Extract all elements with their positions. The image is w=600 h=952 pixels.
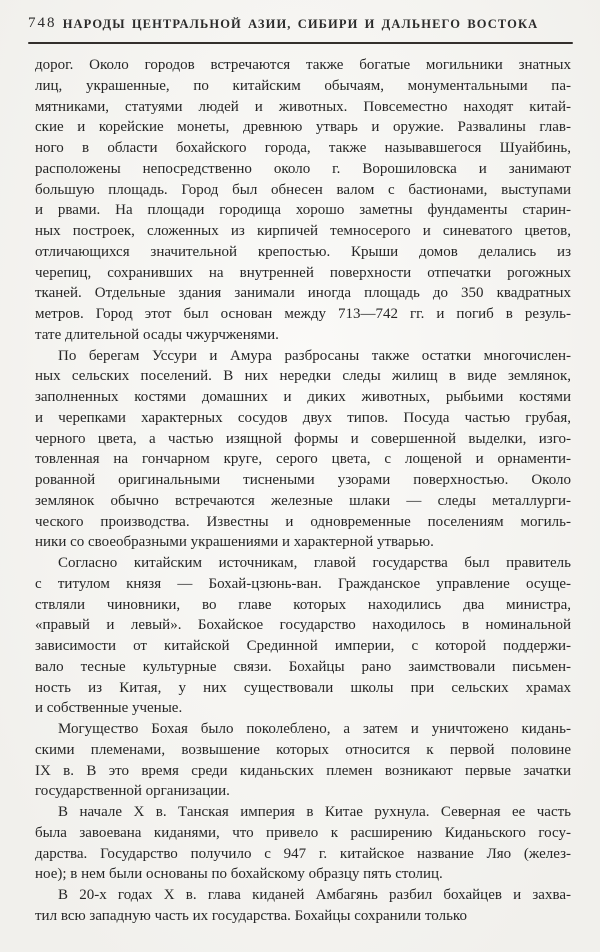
- text-line: Могущество Бохая было поколеблено, а затем и уничтожено кидань-: [58, 721, 571, 737]
- header-rule: [28, 42, 573, 44]
- text-line: с титулом князя — Бохай-цзюнь-ван. Гражданское управление осуще-: [35, 575, 571, 592]
- text-line: была завоевана киданями, что привело к расширению Киданьского госу-: [35, 824, 571, 841]
- text-line: товленная на гончарном круге, серого цвета, с лощеной и орнаменти-: [35, 451, 571, 468]
- text-line: тканей. Отдельные здания занимали иногда площадь до 350 квадратных: [35, 285, 571, 302]
- text-line: ное); в нем были основаны по бохайскому образцу пять столиц.: [35, 866, 443, 883]
- text-line: «правый и левый». Бохайское государство находилось в номинальной: [35, 617, 571, 634]
- text-line: По берегам Уссури и Амура разбросаны также остатки многочислен-: [58, 347, 571, 364]
- text-line: большую площадь. Город был обнесен валом с бастионами, выступами: [35, 181, 571, 198]
- text-line: рованной оригинальными тиснеными узорами поверхностью. Около: [35, 472, 571, 488]
- text-line: ские и корейские монеты, древнюю утварь и оружие. Развалины глав-: [35, 119, 571, 136]
- text-line: ных построек, сложенных из кирпичей темносерого и синеватого цветов,: [35, 223, 571, 239]
- text-line: и собственные ученые.: [35, 700, 183, 717]
- body-text: [35, 55, 571, 927]
- text-line: ных сельских поселений. В них нередки следы жилищ в виде землянок,: [35, 368, 571, 385]
- text-line: ствляли чиновники, во главе которых находились два министра,: [35, 596, 571, 613]
- paragraph: [35, 346, 571, 554]
- text-line: В 20-х годах X в. глава киданей Амбагянь разбил бохайцев и захва-: [58, 887, 571, 903]
- text-line: метров. Город этот был основан между 713—742 гг. и погиб в резуль-: [35, 306, 571, 322]
- text-line: мятниками, статуями людей и животных. Повсеместно находят китай-: [35, 98, 571, 115]
- text-line: дорог. Около городов встречаются также богатые могильники знатных: [35, 57, 571, 73]
- text-line: скими племенами, возвышение которых относится к первой половине: [35, 741, 571, 758]
- text-line: черного цвета, а частью изящной формы и совершенной выделки, изго-: [35, 430, 571, 447]
- text-line: дарства. Государство получило с 947 г. китайское название Ляо (желез-: [35, 845, 571, 862]
- text-line: лиц, украшенные, по китайским обычаям, монументальными па-: [35, 77, 571, 94]
- running-title: НАРОДЫ ЦЕНТРАЛЬНОЙ АЗИИ, СИБИРИ И ДАЛЬНЕГО ВОСТОКА: [62, 17, 539, 31]
- text-line: В начале X в. Танская империя в Китае рухнула. Северная ее часть: [58, 804, 571, 820]
- text-line: заполненных костями домашних и диких животных, рыбьими костями: [35, 389, 571, 405]
- text-line: черепиц, сохранивших на внутренней поверхности отпечатки рогожных: [35, 264, 571, 281]
- page-header: [28, 14, 573, 36]
- page-number: 748: [28, 15, 57, 31]
- text-line: ность из Китая, у них существовали школы при сельских храмах: [35, 679, 571, 696]
- text-line: ники со своеобразными украшениями и характерной утварью.: [35, 534, 434, 551]
- paragraph: [35, 885, 571, 927]
- text-line: тате длительной осады чжурчженями.: [35, 326, 279, 343]
- paragraph: [35, 55, 571, 346]
- text-line: государственной организации.: [35, 783, 230, 800]
- paragraph: [35, 802, 571, 885]
- text-line: Согласно китайским источникам, главой государства был правитель: [58, 555, 571, 571]
- paragraph: [35, 719, 571, 802]
- text-line: и черепками характерных сосудов двух типов. Посуда частью грубая,: [35, 409, 571, 426]
- text-line: тил всю западную часть их государства. Бохайцы сохранили только: [35, 907, 467, 924]
- text-line: отличающихся значительной крепостью. Крыши домов делались из: [35, 243, 571, 260]
- text-line: расположены непосредственно около г. Ворошиловска и занимают: [35, 160, 571, 177]
- text-line: IX в. В это время среди киданьских племен возникают первые зачатки: [35, 762, 571, 779]
- text-line: и рвами. На площади городища хорошо заметны фундаменты старин-: [35, 202, 571, 219]
- text-line: землянок обычно встречаются железные шлаки — следы металлурги-: [35, 492, 571, 509]
- paragraph: [35, 553, 571, 719]
- text-line: ческого производства. Известны и одновременные поселениям могиль-: [35, 513, 571, 530]
- text-line: зависимости от китайской Срединной империи, с которой поддержи-: [35, 638, 571, 654]
- text-line: ного в области бохайского города, также называвшегося Шуайбинь,: [35, 140, 571, 156]
- text-line: вало тесные культурные связи. Бохайцы рано заимствовали письмен-: [35, 658, 571, 675]
